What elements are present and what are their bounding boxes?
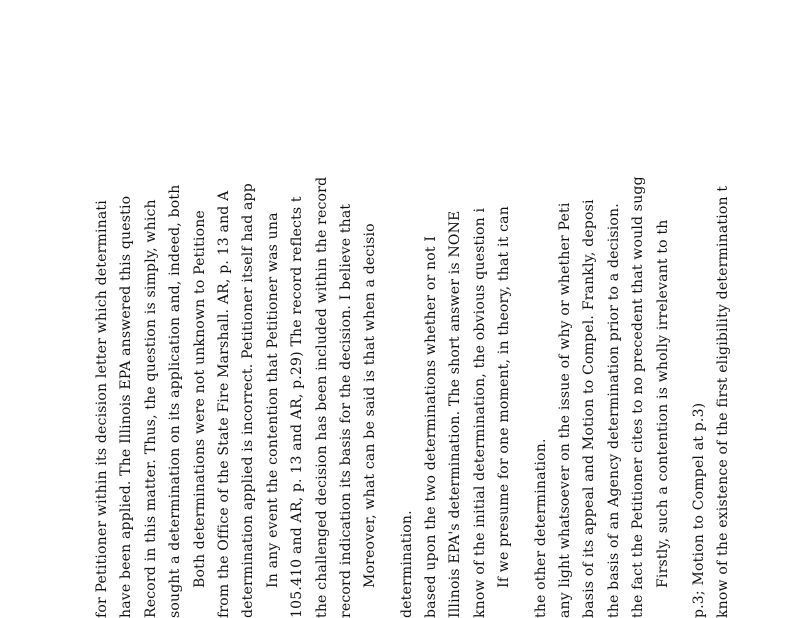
rotated-text-block [90, 58, 736, 618]
text-line: know of the existence of the first eligibility determination t [715, 185, 732, 618]
paragraph-gap [383, 58, 395, 618]
text-line: Firstly, such a contention is wholly irrelevant to th [654, 219, 671, 588]
text-line: any light whatsoever on the issue of why or whether Peti [557, 202, 574, 618]
text-line: 105.410 and AR, p. 13 and AR, p.29) The record reflects t [289, 196, 306, 618]
paragraph-gap [675, 58, 687, 618]
text-line: from the Office of the State Fire Marshall. AR, p. 13 and A [215, 190, 232, 618]
text-line: Both determinations were not unknown to Petitione [191, 210, 208, 588]
text-line: record indication its basis for the decision. I believe that [337, 203, 354, 618]
text-line: based upon the two determinations whether or not I [423, 235, 440, 618]
text-line: If we presume for one moment, in theory, that it can [496, 206, 513, 588]
text-line: basis of its appeal and Motion to Compel. Frankly, deposi [581, 199, 598, 618]
text-line: Moreover, what can be said is that when a decisio [362, 223, 379, 588]
text-line: the challenged decision has been included within the record [313, 176, 330, 618]
text-line: the basis of an Agency determination prior to a decision. [605, 203, 622, 618]
text-line: for Petitioner within its decision letter which determinati [94, 200, 110, 618]
text-line: Illinois EPA's determination. The short answer is NONE [447, 210, 464, 618]
text-line: the fact the Petitioner cites to no precedent that would sugg [630, 176, 647, 618]
paragraph-gap [517, 58, 529, 618]
text-line: p.3; Motion to Compel at p.3) [690, 402, 707, 618]
text-line: determination. [398, 510, 415, 618]
text-line: In any event the contention that Petitioner was una [264, 212, 281, 588]
text-line: Record in this matter. Thus, the question is simply, which [142, 199, 159, 618]
text-line: sought a determination on its application and, indeed, both [167, 184, 184, 618]
text-line: have been applied. The Illinois EPA answered this questio [118, 195, 135, 618]
text-line: know of the initial determination, the obvious question i [471, 207, 488, 618]
text-line: determination applied is incorrect. Petitioner itself had app [240, 183, 257, 618]
text-line: the other determination. [532, 438, 549, 618]
